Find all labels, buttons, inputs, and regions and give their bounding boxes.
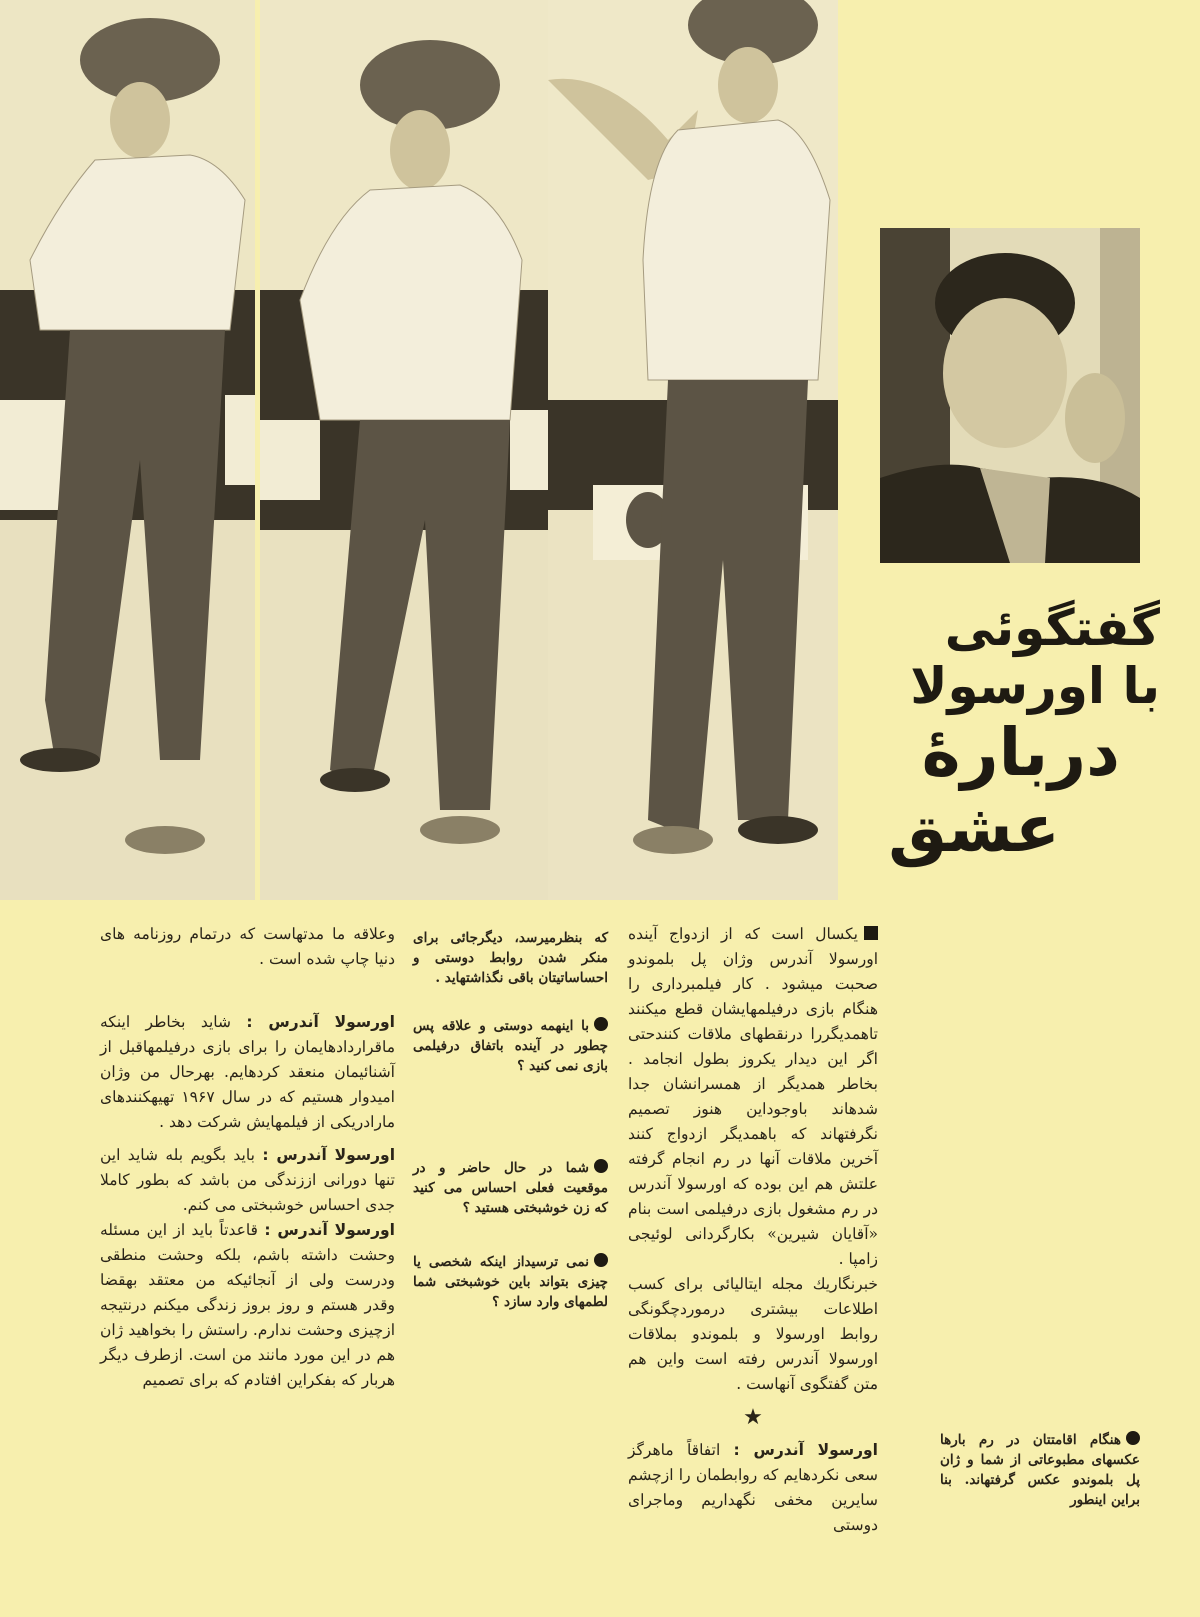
continued-paragraph: وعلاقه ما مدتهاست که درتمام روزنامه های دنیا چاپ شده است . — [100, 925, 395, 968]
answer-3: اورسولا آندرس : قاعدتاً باید از این مسئله وحشت داشته باشم، بلکه وحشت منطقی ودرست ولی از آنجائیکه من معتقد بهقضا وقدر هستم و روز بروز زندگی میکنم درنتیجه ازچیزی وحشت ندارم. راستش را بخواهید ژان هم در این مورد مانند من است. ازطرف دیگر هربار که بفکراین افتادم که برای تصمیم — [100, 1221, 395, 1389]
column-right — [628, 922, 878, 1538]
column-questions — [413, 928, 608, 1312]
question-0: که بنظرمیرسد، دیگرجائی برای منکر شدن روابط دوستی و احساساتیتان باقی نگذاشتهاید . — [413, 930, 608, 986]
photo-belmondo — [880, 228, 1140, 563]
article-headline — [830, 600, 1160, 867]
question-1: با اینهمه دوستی و علاقه پس چطور در آینده باتفاق درفیلمی بازی نمی کنید ؟ — [413, 1018, 608, 1074]
answer-2: اورسولا آندرس : باید بگویم بله شاید این تنها دورانی اززندگی من باشد که بطور کاملا جدی احساس خوشبختی می کنم. — [100, 1146, 396, 1214]
headline-line-4: عشق — [888, 789, 1060, 867]
intro-paragraph: یکسال است که از ازدواج آینده اورسولا آندرس وژان پل بلموندو صحبت میشود . کار فیلمبرداری را هنگام بازی درفیلمهایشان قطع میکنند تاهمدیگررا درنقطهای ملاقات کنندحتی اگر این دیدار یکروز بطول انجامد . بخاطر همدیگر از همسرانشان جدا شدهاند باوجوداین هنوز تصمیم نگرفتهاند که باهمدیگر ازدواج کنند آخرین ملاقات آنها در رم انجام گرفته علتش هم این بوده که اورسولا آندرس در رم مشغول بازی درفیلمی است بنام «آقایان شیرین» بکارگردانی لوئیجی زامپا . — [628, 925, 878, 1268]
speaker-label: اورسولا آندرس : — [246, 1013, 395, 1031]
speaker-label: اورسولا آندرس : — [264, 1221, 395, 1239]
square-bullet-icon — [864, 926, 878, 940]
photo-pose-1 — [0, 0, 255, 900]
headline-line-3: دربارهٔ — [921, 714, 1120, 791]
speaker-label: اورسولا آندرس : — [733, 1441, 878, 1459]
circle-bullet-icon — [594, 1017, 608, 1031]
photo-pose-2 — [260, 0, 548, 900]
circle-bullet-icon — [1126, 1431, 1140, 1445]
circle-bullet-icon — [594, 1253, 608, 1267]
headline-line-1: گفتگوئی — [944, 599, 1160, 657]
question-2: شما در حال حاضر و در موقعیت فعلی احساس می کنید که زن خوشبختی هستید ؟ — [413, 1160, 608, 1216]
photo-pose-3 — [548, 0, 838, 900]
column-left — [100, 922, 395, 1393]
reporter-paragraph: خبرنگاریك مجله ایتالیائی برای کسب اطلاعات بیشتری درموردچگونگی روابط اورسولا و بلموندو بملاقات اورسولا آندرس رفته است واین هم متن گفتگوی آنهاست . — [628, 1275, 878, 1393]
answer-paragraph: اورسولا آندرس : اتفاقاً ماهرگز سعی نکردهایم که روابطمان را ازچشم سایرین مخفی نگهداریم وماجرای دوستی — [628, 1441, 878, 1534]
answer-1: اورسولا آندرس : شاید بخاطر اینکه ماقراردادهایمان را برای بازی درفیلمهاقبل از آشنائیمان منعقد کردهایم. بهرحال من وژان امیدوار هستیم که در سال ۱۹۶۷ تهیهکنندهای مارادریکی از فیلمهایش شرکت دهد . — [100, 1013, 395, 1131]
circle-bullet-icon — [594, 1159, 608, 1173]
headline-line-2: با اورسولا — [910, 656, 1160, 715]
star-icon: ★ — [743, 1405, 763, 1430]
speaker-label: اورسولا آندرس : — [262, 1146, 396, 1164]
question-3: نمی ترسیداز اینکه شخصی یا چیزی بتواند باین خوشبختی شما لطمهای وارد سازد ؟ — [413, 1254, 608, 1310]
caption-question: هنگام اقامتتان در رم بارها عکسهای مطبوعاتی از شما و ژان پل بلموندو عکس گرفتهاند. بنا براین اینطور — [940, 1432, 1140, 1508]
